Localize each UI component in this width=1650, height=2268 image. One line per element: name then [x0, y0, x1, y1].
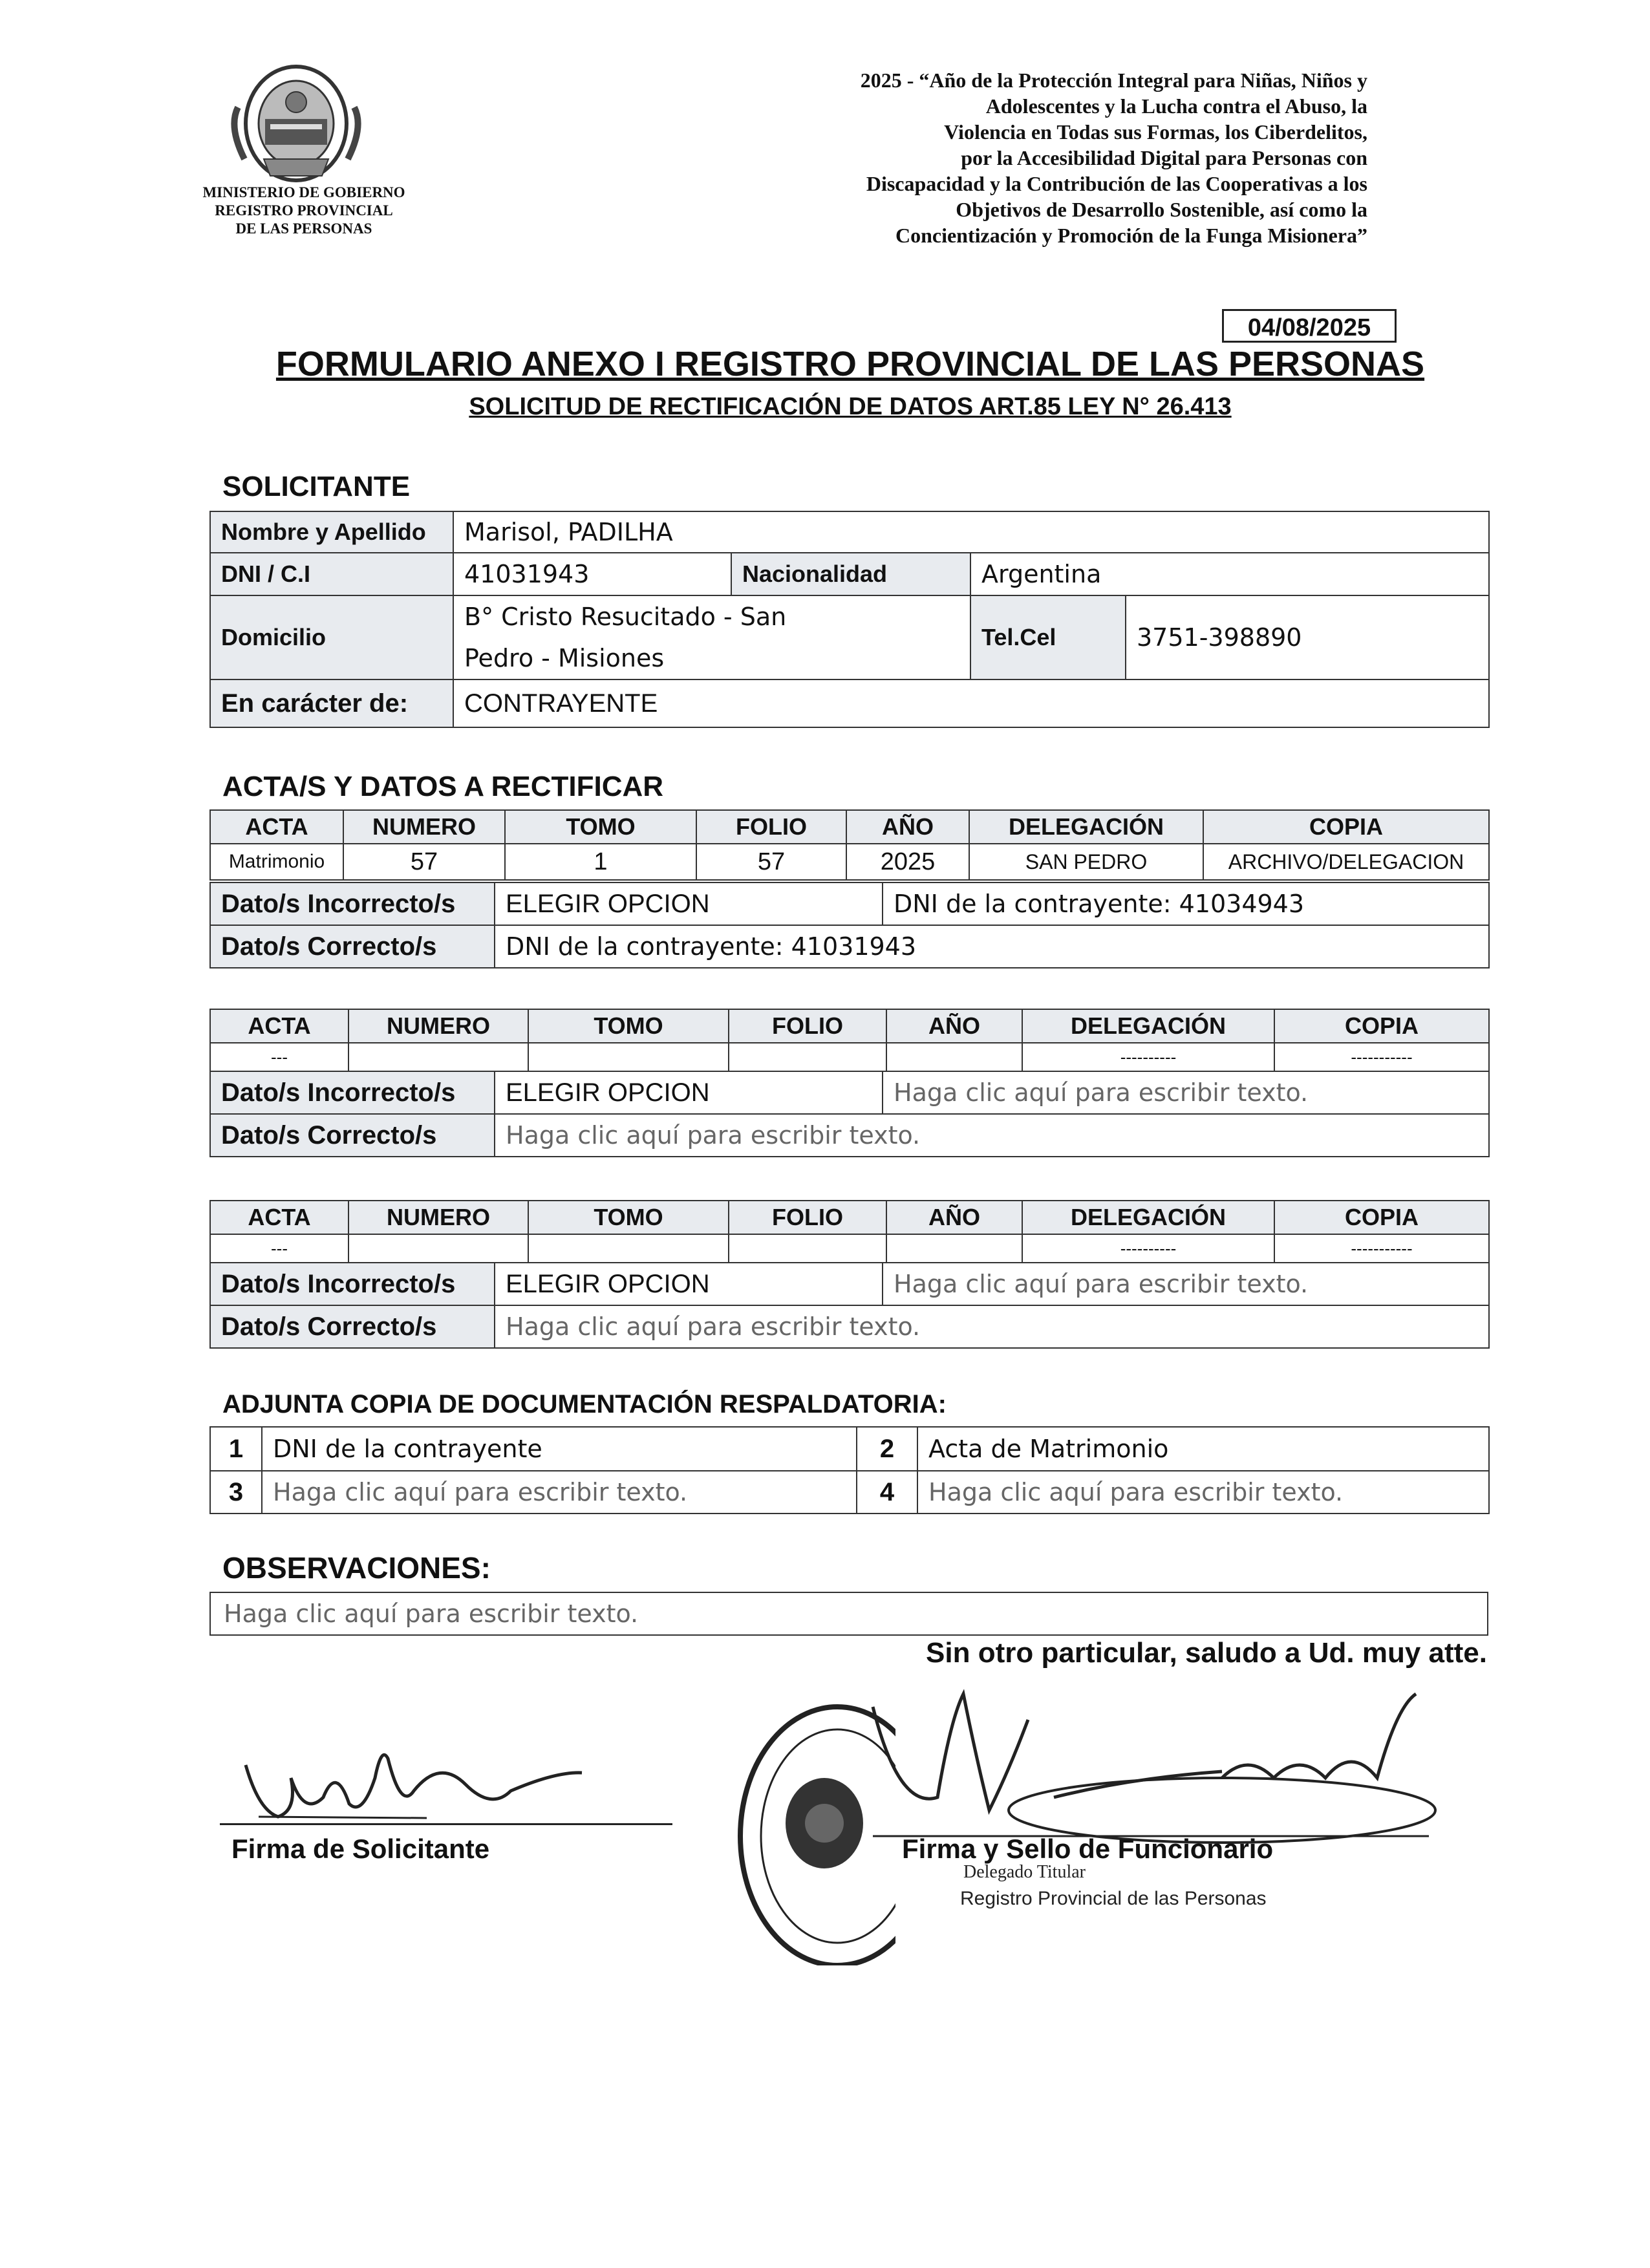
closing-text: Sin otro particular, saludo a Ud. muy atte.: [926, 1637, 1487, 1669]
col-acta: ACTA: [210, 1201, 348, 1234]
col-copia: COPIA: [1274, 1009, 1489, 1043]
acta-numero-field[interactable]: [348, 1043, 528, 1071]
acta-block-1: [209, 809, 1490, 881]
date-field[interactable]: 04/08/2025: [1222, 309, 1397, 343]
adjunta-heading: ADJUNTA COPIA DE DOCUMENTACIÓN RESPALDATORIA:: [222, 1390, 947, 1418]
incorrect-value-field[interactable]: Haga clic aquí para escribir texto.: [883, 1071, 1489, 1114]
ministry-heading: [188, 184, 420, 238]
adjunta-item-field[interactable]: Haga clic aquí para escribir texto.: [262, 1471, 857, 1514]
col-delegacion: DELEGACIÓN: [1022, 1009, 1274, 1043]
acta-tomo-field[interactable]: [528, 1043, 729, 1071]
incorrect-value-field[interactable]: Haga clic aquí para escribir texto.: [883, 1263, 1489, 1305]
acta-tomo-field[interactable]: 1: [505, 844, 696, 880]
acta-folio-field[interactable]: [729, 1234, 886, 1263]
domicilio-line-2: Pedro - Misiones: [464, 644, 665, 672]
col-tomo: TOMO: [505, 810, 696, 844]
adjunta-item-field[interactable]: DNI de la contrayente: [262, 1427, 857, 1471]
col-folio: FOLIO: [729, 1009, 886, 1043]
motto-line-4: por la Accesibilidad Digital para Personas con: [961, 146, 1367, 169]
acta-copia-select[interactable]: ARCHIVO/DELEGACION: [1203, 844, 1489, 880]
form-title: FORMULARIO ANEXO I REGISTRO PROVINCIAL DE LAS PERSONAS: [275, 345, 1425, 383]
correct-label: Dato/s Correcto/s: [210, 1305, 495, 1348]
col-delegacion: DELEGACIÓN: [969, 810, 1203, 844]
col-tomo: TOMO: [528, 1201, 729, 1234]
acta-tipo-select[interactable]: ---: [210, 1234, 348, 1263]
acta-delegacion-select[interactable]: ----------: [1022, 1043, 1274, 1071]
province-coat-of-arms-logo: [225, 62, 367, 185]
acta-block-3: [209, 1200, 1490, 1263]
incorrect-option-select[interactable]: ELEGIR OPCION: [495, 1071, 883, 1114]
form-subtitle: SOLICITUD DE RECTIFICACIÓN DE DATOS ART.85 LEY N° 26.413: [469, 393, 1232, 420]
actas-heading: ACTA/S Y DATOS A RECTIFICAR: [222, 771, 664, 802]
adjunta-number: 2: [857, 1427, 917, 1471]
acta-anio-field[interactable]: [886, 1234, 1022, 1263]
acta-numero-field[interactable]: 57: [343, 844, 505, 880]
correct-value-field[interactable]: Haga clic aquí para escribir texto.: [495, 1305, 1489, 1348]
motto-line-7: Concientización y Promoción de la Funga Misionera”: [895, 224, 1367, 247]
dni-field[interactable]: 41031943: [453, 553, 731, 595]
solicitante-signature-label: Firma de Solicitante: [231, 1834, 490, 1864]
adjunta-item-field[interactable]: Haga clic aquí para escribir texto.: [917, 1471, 1489, 1514]
solicitante-signature: [220, 1720, 672, 1836]
acta-copia-select[interactable]: -----------: [1274, 1234, 1489, 1263]
incorrect-label: Dato/s Incorrecto/s: [210, 1263, 495, 1305]
acta-numero-field[interactable]: [348, 1234, 528, 1263]
acta-folio-field[interactable]: 57: [696, 844, 846, 880]
correct-label: Dato/s Correcto/s: [210, 1114, 495, 1157]
nacionalidad-label: Nacionalidad: [731, 553, 970, 595]
domicilio-label: Domicilio: [210, 595, 453, 679]
col-numero: NUMERO: [348, 1201, 528, 1234]
col-copia: COPIA: [1274, 1201, 1489, 1234]
col-anio: AÑO: [886, 1009, 1022, 1043]
year-motto: [659, 67, 1367, 248]
domicilio-field[interactable]: [453, 595, 970, 679]
incorrect-label: Dato/s Incorrecto/s: [210, 1071, 495, 1114]
acta-folio-field[interactable]: [729, 1043, 886, 1071]
correct-label: Dato/s Correcto/s: [210, 925, 495, 968]
ministry-line-2: REGISTRO PROVINCIAL: [215, 202, 393, 219]
solicitante-table: [209, 511, 1490, 728]
observaciones-table: [209, 1592, 1488, 1636]
col-anio: AÑO: [886, 1201, 1022, 1234]
tel-field[interactable]: 3751-398890: [1126, 595, 1489, 679]
col-tomo: TOMO: [528, 1009, 729, 1043]
incorrect-value-field[interactable]: DNI de la contrayente: 41034943: [883, 883, 1489, 925]
incorrect-option-select[interactable]: ELEGIR OPCION: [495, 883, 883, 925]
ministry-line-1: MINISTERIO DE GOBIERNO: [202, 184, 405, 200]
tel-label: Tel.Cel: [970, 595, 1126, 679]
caracter-select[interactable]: CONTRAYENTE: [453, 679, 1489, 727]
col-acta: ACTA: [210, 1009, 348, 1043]
acta-tomo-field[interactable]: [528, 1234, 729, 1263]
col-numero: NUMERO: [343, 810, 505, 844]
acta-delegacion-select[interactable]: SAN PEDRO: [969, 844, 1203, 880]
motto-line-5: Discapacidad y la Contribución de las Cooperativas a los: [866, 172, 1367, 195]
correct-value-field[interactable]: Haga clic aquí para escribir texto.: [495, 1114, 1489, 1157]
motto-line-1: 2025 - “Año de la Protección Integral para Niñas, Niños y: [860, 69, 1367, 92]
col-delegacion: DELEGACIÓN: [1022, 1201, 1274, 1234]
acta-anio-field[interactable]: 2025: [846, 844, 969, 880]
adjunta-number: 1: [210, 1427, 262, 1471]
acta-tipo-select[interactable]: ---: [210, 1043, 348, 1071]
adjunta-item-field[interactable]: Acta de Matrimonio: [917, 1427, 1489, 1471]
stamp-registry: Registro Provincial de las Personas: [960, 1888, 1267, 1909]
funcionario-signature: [860, 1681, 1442, 1849]
adjunta-table: [209, 1426, 1490, 1514]
stamp-title: Delegado Titular: [963, 1862, 1086, 1882]
domicilio-line-1: B° Cristo Resucitado - San: [464, 603, 787, 631]
nombre-label: Nombre y Apellido: [210, 511, 453, 553]
col-acta: ACTA: [210, 810, 343, 844]
col-numero: NUMERO: [348, 1009, 528, 1043]
nombre-field[interactable]: Marisol, PADILHA: [453, 511, 1489, 553]
caracter-label: En carácter de:: [210, 679, 453, 727]
motto-line-2: Adolescentes y la Lucha contra el Abuso, la: [985, 94, 1367, 118]
observaciones-field[interactable]: Haga clic aquí para escribir texto.: [210, 1592, 1488, 1635]
dni-label: DNI / C.I: [210, 553, 453, 595]
adjunta-number: 4: [857, 1471, 917, 1514]
incorrect-label: Dato/s Incorrecto/s: [210, 883, 495, 925]
acta-copia-select[interactable]: -----------: [1274, 1043, 1489, 1071]
motto-line-6: Objetivos de Desarrollo Sostenible, así como la: [956, 198, 1367, 221]
col-folio: FOLIO: [729, 1201, 886, 1234]
acta-block-2-data: [209, 1071, 1490, 1157]
adjunta-number: 3: [210, 1471, 262, 1514]
col-anio: AÑO: [846, 810, 969, 844]
observaciones-heading: OBSERVACIONES:: [222, 1551, 491, 1585]
acta-anio-field[interactable]: [886, 1043, 1022, 1071]
acta-tipo-select[interactable]: Matrimonio: [210, 844, 343, 880]
col-folio: FOLIO: [696, 810, 846, 844]
acta-block-2: [209, 1009, 1490, 1072]
col-copia: COPIA: [1203, 810, 1489, 844]
funcionario-signature-label: Firma y Sello de Funcionario: [902, 1834, 1274, 1864]
motto-line-3: Violencia en Todas sus Formas, los Ciberdelitos,: [944, 120, 1367, 144]
nacionalidad-field[interactable]: Argentina: [970, 553, 1489, 595]
solicitante-heading: SOLICITANTE: [222, 471, 411, 502]
incorrect-option-select[interactable]: ELEGIR OPCION: [495, 1263, 883, 1305]
acta-block-1-data: [209, 882, 1490, 968]
ministry-line-3: DE LAS PERSONAS: [235, 220, 372, 237]
acta-block-3-data: [209, 1262, 1490, 1349]
correct-value-field[interactable]: DNI de la contrayente: 41031943: [495, 925, 1489, 968]
solicitante-signature-line: [220, 1823, 672, 1825]
acta-delegacion-select[interactable]: ----------: [1022, 1234, 1274, 1263]
